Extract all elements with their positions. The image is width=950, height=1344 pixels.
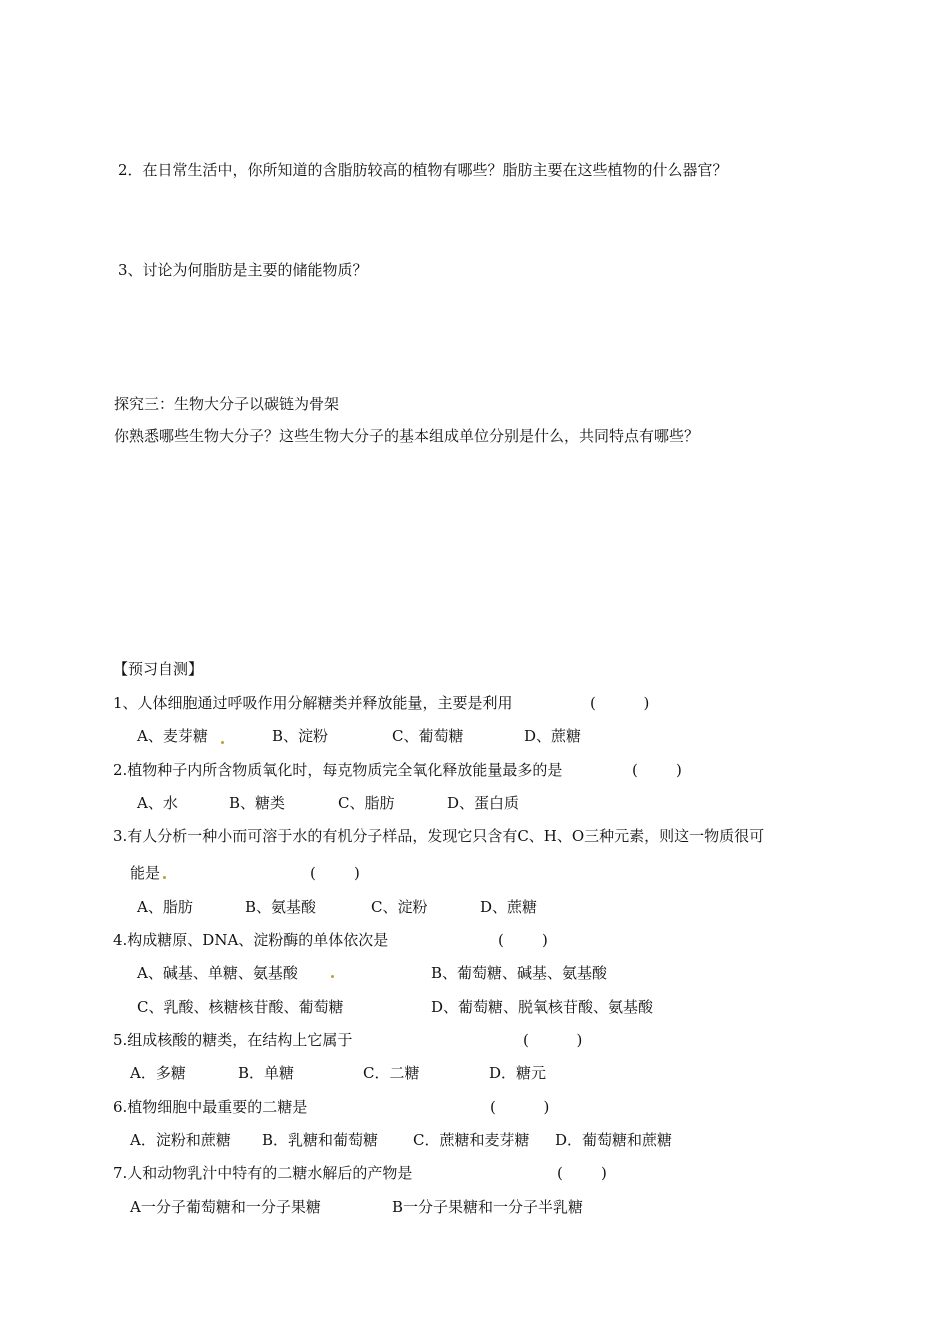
question-4-answer-paren: ( )	[498, 931, 548, 949]
question-6-option-a: A．淀粉和蔗糖	[130, 1131, 231, 1149]
question-1-option-a: A、麦芽糖	[137, 727, 208, 745]
question-3-option-a: A、脂肪	[137, 898, 193, 916]
question-5-option-c: C．二糖	[363, 1064, 420, 1082]
explore3-title: 探究三：生物大分子以碳链为骨架	[114, 395, 340, 413]
question-6-option-d: D．葡萄糖和蔗糖	[555, 1131, 673, 1149]
question-3-stem-continued: 能是	[130, 864, 161, 882]
question-5-option-a: A．多糖	[130, 1064, 186, 1082]
question-5-answer-paren: ( )	[523, 1031, 583, 1049]
question-6-option-c: C．蔗糖和麦芽糖	[413, 1131, 530, 1149]
question-2-option-a: A、水	[137, 794, 178, 812]
explore3-question: 你熟悉哪些生物大分子？这些生物大分子的基本组成单位分别是什么，共同特点有哪些？	[114, 427, 700, 445]
stray-dot-mark	[163, 876, 166, 879]
question-2-option-c: C、脂肪	[338, 794, 395, 812]
question-6-stem: 6.植物细胞中最重要的二糖是	[113, 1098, 308, 1116]
question-6-answer-paren: ( )	[490, 1098, 550, 1116]
discussion-question-3: 3、讨论为何脂肪是主要的储能物质？	[118, 261, 368, 279]
question-3-answer-paren: ( )	[310, 864, 360, 882]
stray-dot-mark	[221, 741, 224, 744]
question-5-stem: 5.组成核酸的糖类，在结构上它属于	[113, 1031, 353, 1049]
question-1-stem: 1、人体细胞通过呼吸作用分解糖类并释放能量，主要是利用	[113, 694, 513, 712]
question-6-option-b: B．乳糖和葡萄糖	[262, 1131, 379, 1149]
discussion-question-2: 2．在日常生活中，你所知道的含脂肪较高的植物有哪些？脂肪主要在这些植物的什么器官？	[118, 161, 728, 179]
question-7-option-b: B一分子果糖和一分子半乳糖	[392, 1198, 584, 1216]
question-1-option-c: C、葡萄糖	[392, 727, 464, 745]
question-4-option-b: B、葡萄糖、碱基、氨基酸	[431, 964, 608, 982]
question-3-option-c: C、淀粉	[371, 898, 428, 916]
question-4-option-d: D、葡萄糖、脱氧核苷酸、氨基酸	[431, 998, 654, 1016]
stray-dot-mark	[331, 975, 334, 978]
question-5-option-d: D．糖元	[489, 1064, 547, 1082]
question-2-stem: 2.植物种子内所含物质氧化时，每克物质完全氧化释放能量最多的是	[113, 761, 563, 779]
question-7-answer-paren: ( )	[557, 1164, 607, 1182]
question-4-option-c: C、乳酸、核糖核苷酸、葡萄糖	[137, 998, 344, 1016]
question-3-stem: 3.有人分析一种小而可溶于水的有机分子样品，发现它只含有C、H、O三种元素，则这一物质很可	[113, 827, 765, 845]
question-4-stem: 4.构成糖原、DNA、淀粉酶的单体依次是	[113, 931, 389, 949]
question-1-option-d: D、蔗糖	[524, 727, 582, 745]
question-1-answer-paren: ( )	[590, 694, 650, 712]
question-7-stem: 7.人和动物乳汁中特有的二糖水解后的产物是	[113, 1164, 413, 1182]
question-2-option-b: B、糖类	[229, 794, 286, 812]
selftest-heading: 【预习自测】	[113, 660, 204, 678]
question-4-option-a: A、碱基、单糖、氨基酸	[137, 964, 298, 982]
question-1-option-b: B、淀粉	[272, 727, 329, 745]
question-7-option-a: A一分子葡萄糖和一分子果糖	[130, 1198, 321, 1216]
question-3-option-d: D、蔗糖	[480, 898, 538, 916]
question-3-option-b: B、氨基酸	[245, 898, 317, 916]
question-2-answer-paren: ( )	[632, 761, 682, 779]
question-2-option-d: D、蛋白质	[447, 794, 520, 812]
question-5-option-b: B．单糖	[238, 1064, 295, 1082]
